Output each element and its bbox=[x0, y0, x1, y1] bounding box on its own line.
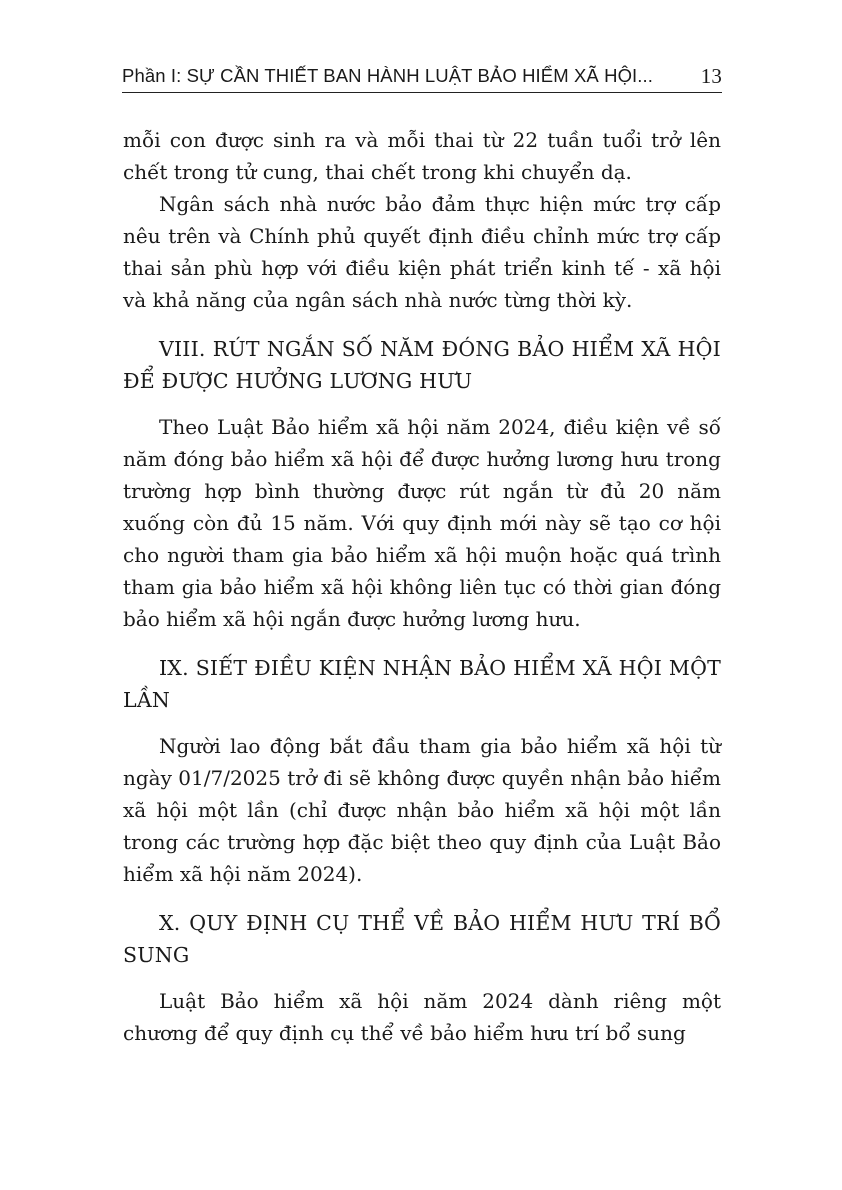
continuation-paragraph: mỗi con được sinh ra và mỗi thai từ 22 tuần tuổi trở lên chết trong tử cung, thai chết trong khi chuyển dạ. bbox=[123, 128, 721, 184]
running-header bbox=[122, 62, 722, 93]
section-heading-x: X. QUY ĐỊNH CỤ THỂ VỀ BẢO HIỂM HƯU TRÍ BỔ SUNG bbox=[123, 911, 721, 967]
page-body bbox=[123, 124, 721, 1049]
section-text-x: Luật Bảo hiểm xã hội năm 2024 dành riêng một chương để quy định cụ thể về bảo hiểm hưu trí bổ sung bbox=[123, 989, 721, 1045]
section-text-viii: Theo Luật Bảo hiểm xã hội năm 2024, điều kiện về số năm đóng bảo hiểm xã hội để được hưởng lương hưu trong trường hợp bình thường được rút ngắn từ đủ 20 năm xuống còn đủ 15 năm. Với quy định mới này sẽ tạo cơ hội cho người tham gia bảo hiểm xã hội muộn hoặc quá trình tham gia bảo hiểm xã hội không liên tục có thời gian đóng bảo hiểm xã hội ngắn được hưởng lương hưu. bbox=[123, 415, 721, 631]
section-heading-ix: IX. SIẾT ĐIỀU KIỆN NHẬN BẢO HIỂM XÃ HỘI MỘT LẦN bbox=[123, 656, 721, 712]
section-text-ix: Người lao động bắt đầu tham gia bảo hiểm xã hội từ ngày 01/7/2025 trở đi sẽ không được quyền nhận bảo hiểm xã hội một lần (chỉ được nhận bảo hiểm xã hội một lần trong các trường hợp đặc biệt theo quy định của Luật Bảo hiểm xã hội năm 2024). bbox=[123, 734, 721, 886]
running-title: Phần I: SỰ CẦN THIẾT BAN HÀNH LUẬT BẢO HIỂM XÃ HỘI... bbox=[122, 65, 654, 86]
section-heading-viii: VIII. RÚT NGẮN SỐ NĂM ĐÓNG BẢO HIỂM XÃ HỘI ĐỂ ĐƯỢC HƯỞNG LƯƠNG HƯU bbox=[123, 337, 721, 393]
page-number: 13 bbox=[700, 64, 722, 88]
budget-paragraph: Ngân sách nhà nước bảo đảm thực hiện mức trợ cấp nêu trên và Chính phủ quyết định điều chỉnh mức trợ cấp thai sản phù hợp với điều kiện phát triển kinh tế - xã hội và khả năng của ngân sách nhà nước từng thời kỳ. bbox=[123, 192, 721, 312]
